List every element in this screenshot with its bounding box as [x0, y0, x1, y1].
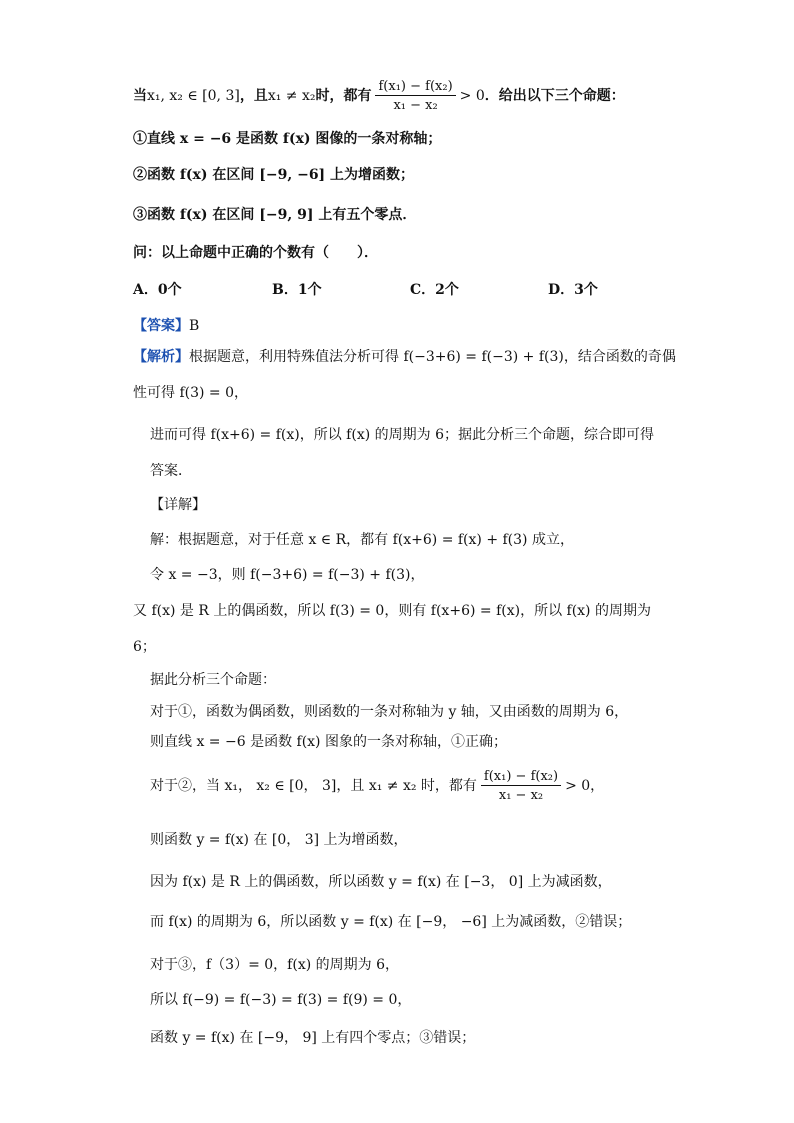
intro-mid: ，且	[239, 88, 268, 104]
intro-vars: x₁, x₂ ∈ [0, 3]	[147, 88, 240, 104]
option-c: C．2个	[410, 282, 459, 298]
answer-tag: 【答案】	[133, 318, 189, 334]
detail-tag: 【详解】	[150, 497, 206, 513]
detail-line-5: 据此分析三个命题：	[150, 672, 276, 688]
detail-line-11: 而 f(x) 的周期为 6，所以函数 y = f(x) 在 [−9， −6] 上为减函数，②错误；	[150, 914, 632, 930]
option-d: D．3个	[548, 282, 598, 298]
detail-fraction	[481, 770, 561, 802]
analysis-tag: 【解析】	[133, 349, 189, 365]
proposition-3: ③函数 f(x) 在区间 [−9, 9] 上有五个零点．	[133, 207, 417, 223]
analysis-text-1: 根据题意，利用特殊值法分析可得 f(−3+6) = f(−3) + f(3)，结合函数的奇偶	[189, 349, 676, 365]
fraction-numerator: f(x₁) − f(x₂)	[375, 80, 455, 96]
detail-line-9: 则函数 y = f(x) 在 [0， 3] 上为增函数，	[150, 832, 408, 848]
answer-line	[133, 319, 199, 333]
detail-line-6: 对于①，函数为偶函数，则函数的一条对称轴为 y 轴，又由函数的周期为 6，	[150, 704, 629, 720]
proposition-1: ①直线 x = −6 是函数 f(x) 图像的一条对称轴；	[133, 131, 442, 147]
question-intro	[133, 80, 625, 112]
intro-gt: > 0	[459, 88, 485, 104]
intro-post: ．给出以下三个命题：	[484, 88, 625, 104]
detail-line-14: 函数 y = f(x) 在 [−9， 9] 上有四个零点；③错误；	[150, 1030, 476, 1046]
detail-line-12: 对于③，f（3）= 0，f(x) 的周期为 6，	[150, 957, 399, 973]
intro-pre: 当	[133, 88, 147, 104]
detail-line-8-pre: 对于②，当 x₁， x₂ ∈ [0， 3]，且 x₁ ≠ x₂ 时，都有	[150, 778, 477, 794]
detail-line-8-post: > 0，	[565, 778, 605, 794]
detail-line-1: 解：根据题意，对于任意 x ∈ R，都有 f(x+6) = f(x) + f(3) 成立，	[150, 532, 574, 548]
analysis-line-2: 性可得 f(3) = 0，	[133, 385, 249, 401]
option-b: B．1个	[272, 282, 322, 298]
intro-fraction	[375, 80, 455, 112]
answer-value: B	[189, 318, 200, 334]
intro-has: 时，都有	[315, 88, 372, 104]
detail-fraction-numerator: f(x₁) − f(x₂)	[481, 770, 561, 786]
proposition-2: ②函数 f(x) 在区间 [−9, −6] 上为增函数；	[133, 167, 415, 183]
detail-line-10: 因为 f(x) 是 R 上的偶函数，所以函数 y = f(x) 在 [−3， 0] 上为减函数，	[150, 874, 612, 890]
question-ask: 问：以上命题中正确的个数有（ ）．	[133, 245, 378, 261]
detail-fraction-denominator: x₁ − x₂	[498, 788, 544, 803]
analysis-line-4: 答案．	[150, 463, 192, 479]
analysis-line-3: 进而可得 f(x+6) = f(x)，所以 f(x) 的周期为 6；据此分析三个命题，综合即可得	[150, 427, 654, 443]
option-a: A．0个	[133, 282, 182, 298]
intro-neq: x₁ ≠ x₂	[267, 88, 316, 104]
detail-line-2: 令 x = −3，则 f(−3+6) = f(−3) + f(3)，	[150, 567, 425, 583]
detail-line-8	[150, 770, 604, 802]
fraction-denominator: x₁ − x₂	[393, 98, 438, 113]
detail-line-3: 又 f(x) 是 R 上的偶函数，所以 f(3) = 0，则有 f(x+6) = f(x)，所以 f(x) 的周期为	[133, 603, 651, 619]
detail-line-4: 6；	[133, 639, 156, 655]
detail-line-13: 所以 f(−9) = f(−3) = f(3) = f(9) = 0，	[150, 992, 412, 1008]
detail-line-7: 则直线 x = −6 是函数 f(x) 图象的一条对称轴，①正确；	[150, 734, 507, 750]
analysis-line-1	[133, 350, 676, 364]
